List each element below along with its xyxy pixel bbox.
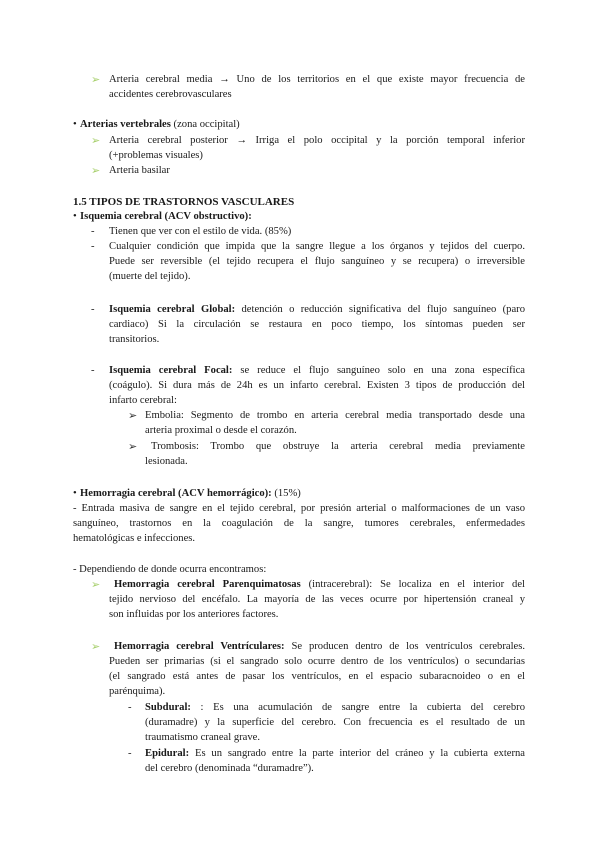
arrow-bullet-icon: ➢: [91, 165, 101, 177]
text-line: Tienen que ver con el estilo de vida. (85%): [109, 226, 292, 237]
text-line: transitorios.: [109, 334, 160, 345]
subdural-title: Subdural:: [145, 702, 191, 713]
text-line: Embolia: Segmento de trombo en arteria cerebral media transportado desde una: [145, 410, 525, 421]
text-line: (el sangrado está antes de pasar los ventrículos, en el espacio subaracnoideo o en el: [109, 671, 525, 682]
text-line: sanguíneo, trastornos en la coagulación de la sangre, tumores cerebrales, enfermedades: [73, 518, 525, 529]
parenquimatosas-title: Hemorragia cerebral Parenquimatosas: [114, 579, 301, 590]
text-line: cardiaco) Si la circulación se restaura en poco tiempo, los síntomas pueden ser: [109, 319, 525, 330]
focal-line: Isquemia cerebral Focal: se reduce el flujo sanguíneo solo en una zona específica: [109, 365, 526, 376]
arrow-bullet-icon: ➢: [128, 410, 138, 422]
section-title: 1.5 TIPOS DE TRASTORNOS VASCULARES: [73, 196, 295, 208]
text-line: lesionada.: [145, 456, 188, 467]
text-line: Trombosis: Trombo que obstruye la arteria cerebral media previamente: [151, 441, 525, 452]
text-line: Arteria cerebral media → Uno de los territorios en el que existe mayor frecuencia de: [109, 74, 525, 85]
text-line: Cualquier condición que impida que la sangre llegue a los órganos y tejidos del cuerpo.: [109, 241, 525, 252]
vertebrales-title: Arterias vertebrales: [80, 119, 171, 130]
text-line: parénquima).: [109, 686, 166, 697]
arrow-bullet-icon: ➢: [91, 641, 101, 653]
text-line: (+problemas visuales): [109, 150, 203, 161]
text-line: (duramadre) y la superficie del cerebro. Con frecuencia es el resultado de un: [145, 717, 525, 728]
dash-bullet: -: [91, 226, 95, 237]
subdural-line: Subdural: : Es una acumulación de sangre entre la cubierta del cerebro: [145, 702, 525, 713]
bullet-icon: •: [73, 211, 77, 222]
text-line: Arteria basilar: [109, 165, 170, 176]
epidural-title: Epidural:: [145, 748, 190, 759]
focal-title: Isquemia cerebral Focal:: [109, 365, 233, 376]
bullet-icon: •: [73, 488, 77, 499]
text-line: son influidas por los anteriores factores.: [109, 609, 279, 620]
dash-bullet: -: [91, 241, 95, 252]
arrow-bullet-icon: ➢: [91, 579, 101, 591]
ventriculares-line: Hemorragia cerebral Ventrículares: Se producen dentro de los ventrículos cerebrales.: [114, 641, 526, 652]
epidural-line: Epidural: Es un sangrado entre la parte interior del cráneo y la cubierta externa: [145, 748, 525, 759]
text-line: traumatismo craneal grave.: [145, 732, 261, 743]
text-line: arteria proximal o desde el corazón.: [145, 425, 297, 436]
text-line: (muerte del tejido).: [109, 271, 191, 282]
dash-bullet: -: [128, 748, 132, 759]
dash-bullet: -: [128, 702, 132, 713]
isquemia-heading: Isquemia cerebral (ACV obstructivo):: [80, 211, 252, 222]
hemorragia-heading: Hemorragia cerebral (ACV hemorrágico): (15%): [80, 488, 301, 499]
arrow-bullet-icon: ➢: [128, 441, 138, 453]
text-line: del cerebro (denominada “duramadre”).: [145, 763, 314, 774]
vertebrales-note: (zona occipital): [170, 119, 240, 130]
text-line: Pueden ser primarias (si el sangrado solo ocurre dentro de los ventrículos) o secundarias: [109, 656, 525, 667]
text-line: infarto cerebral:: [109, 395, 177, 406]
global-title: Isquemia cerebral Global:: [109, 304, 236, 315]
arrow-bullet-icon: ➢: [91, 74, 101, 86]
text-line: accidentes cerebrovasculares: [109, 89, 232, 100]
bullet-icon: •: [73, 119, 77, 130]
parenquimatosas-line: Hemorragia cerebral Parenquimatosas (intracerebral): Se localiza en el interior del: [114, 579, 525, 590]
ventriculares-title: Hemorragia cerebral Ventrículares:: [114, 641, 285, 652]
arrow-bullet-icon: ➢: [91, 135, 101, 147]
text-line: - Dependiendo de donde ocurra encontramos:: [73, 564, 267, 575]
text-line: (coágulo). Si dura más de 24h es un infarto cerebral. Existen 3 tipos de producción del: [109, 380, 525, 391]
global-line: Isquemia cerebral Global: detención o reducción significativa del flujo sanguíneo (paro: [109, 304, 525, 315]
text-line: Arteria cerebral posterior → Irriga el polo occipital y la porción temporal inferior: [109, 135, 525, 146]
dash-bullet: -: [91, 304, 95, 315]
text-line: Puede ser reversible (el tejido recupera el flujo sanguíneo y se recupera) o irreversible: [109, 256, 525, 267]
text-line: hematológicas e infecciones.: [73, 533, 196, 544]
dash-bullet: -: [91, 365, 95, 376]
text-line: - Entrada masiva de sangre en el tejido cerebral, por presión arterial o malformaciones de un vaso: [73, 503, 525, 514]
vertebrales-heading: [80, 118, 240, 132]
text-line: tejido nervioso del encéfalo. La mayoría de las veces ocurre por hipertensión craneal y: [109, 594, 525, 605]
